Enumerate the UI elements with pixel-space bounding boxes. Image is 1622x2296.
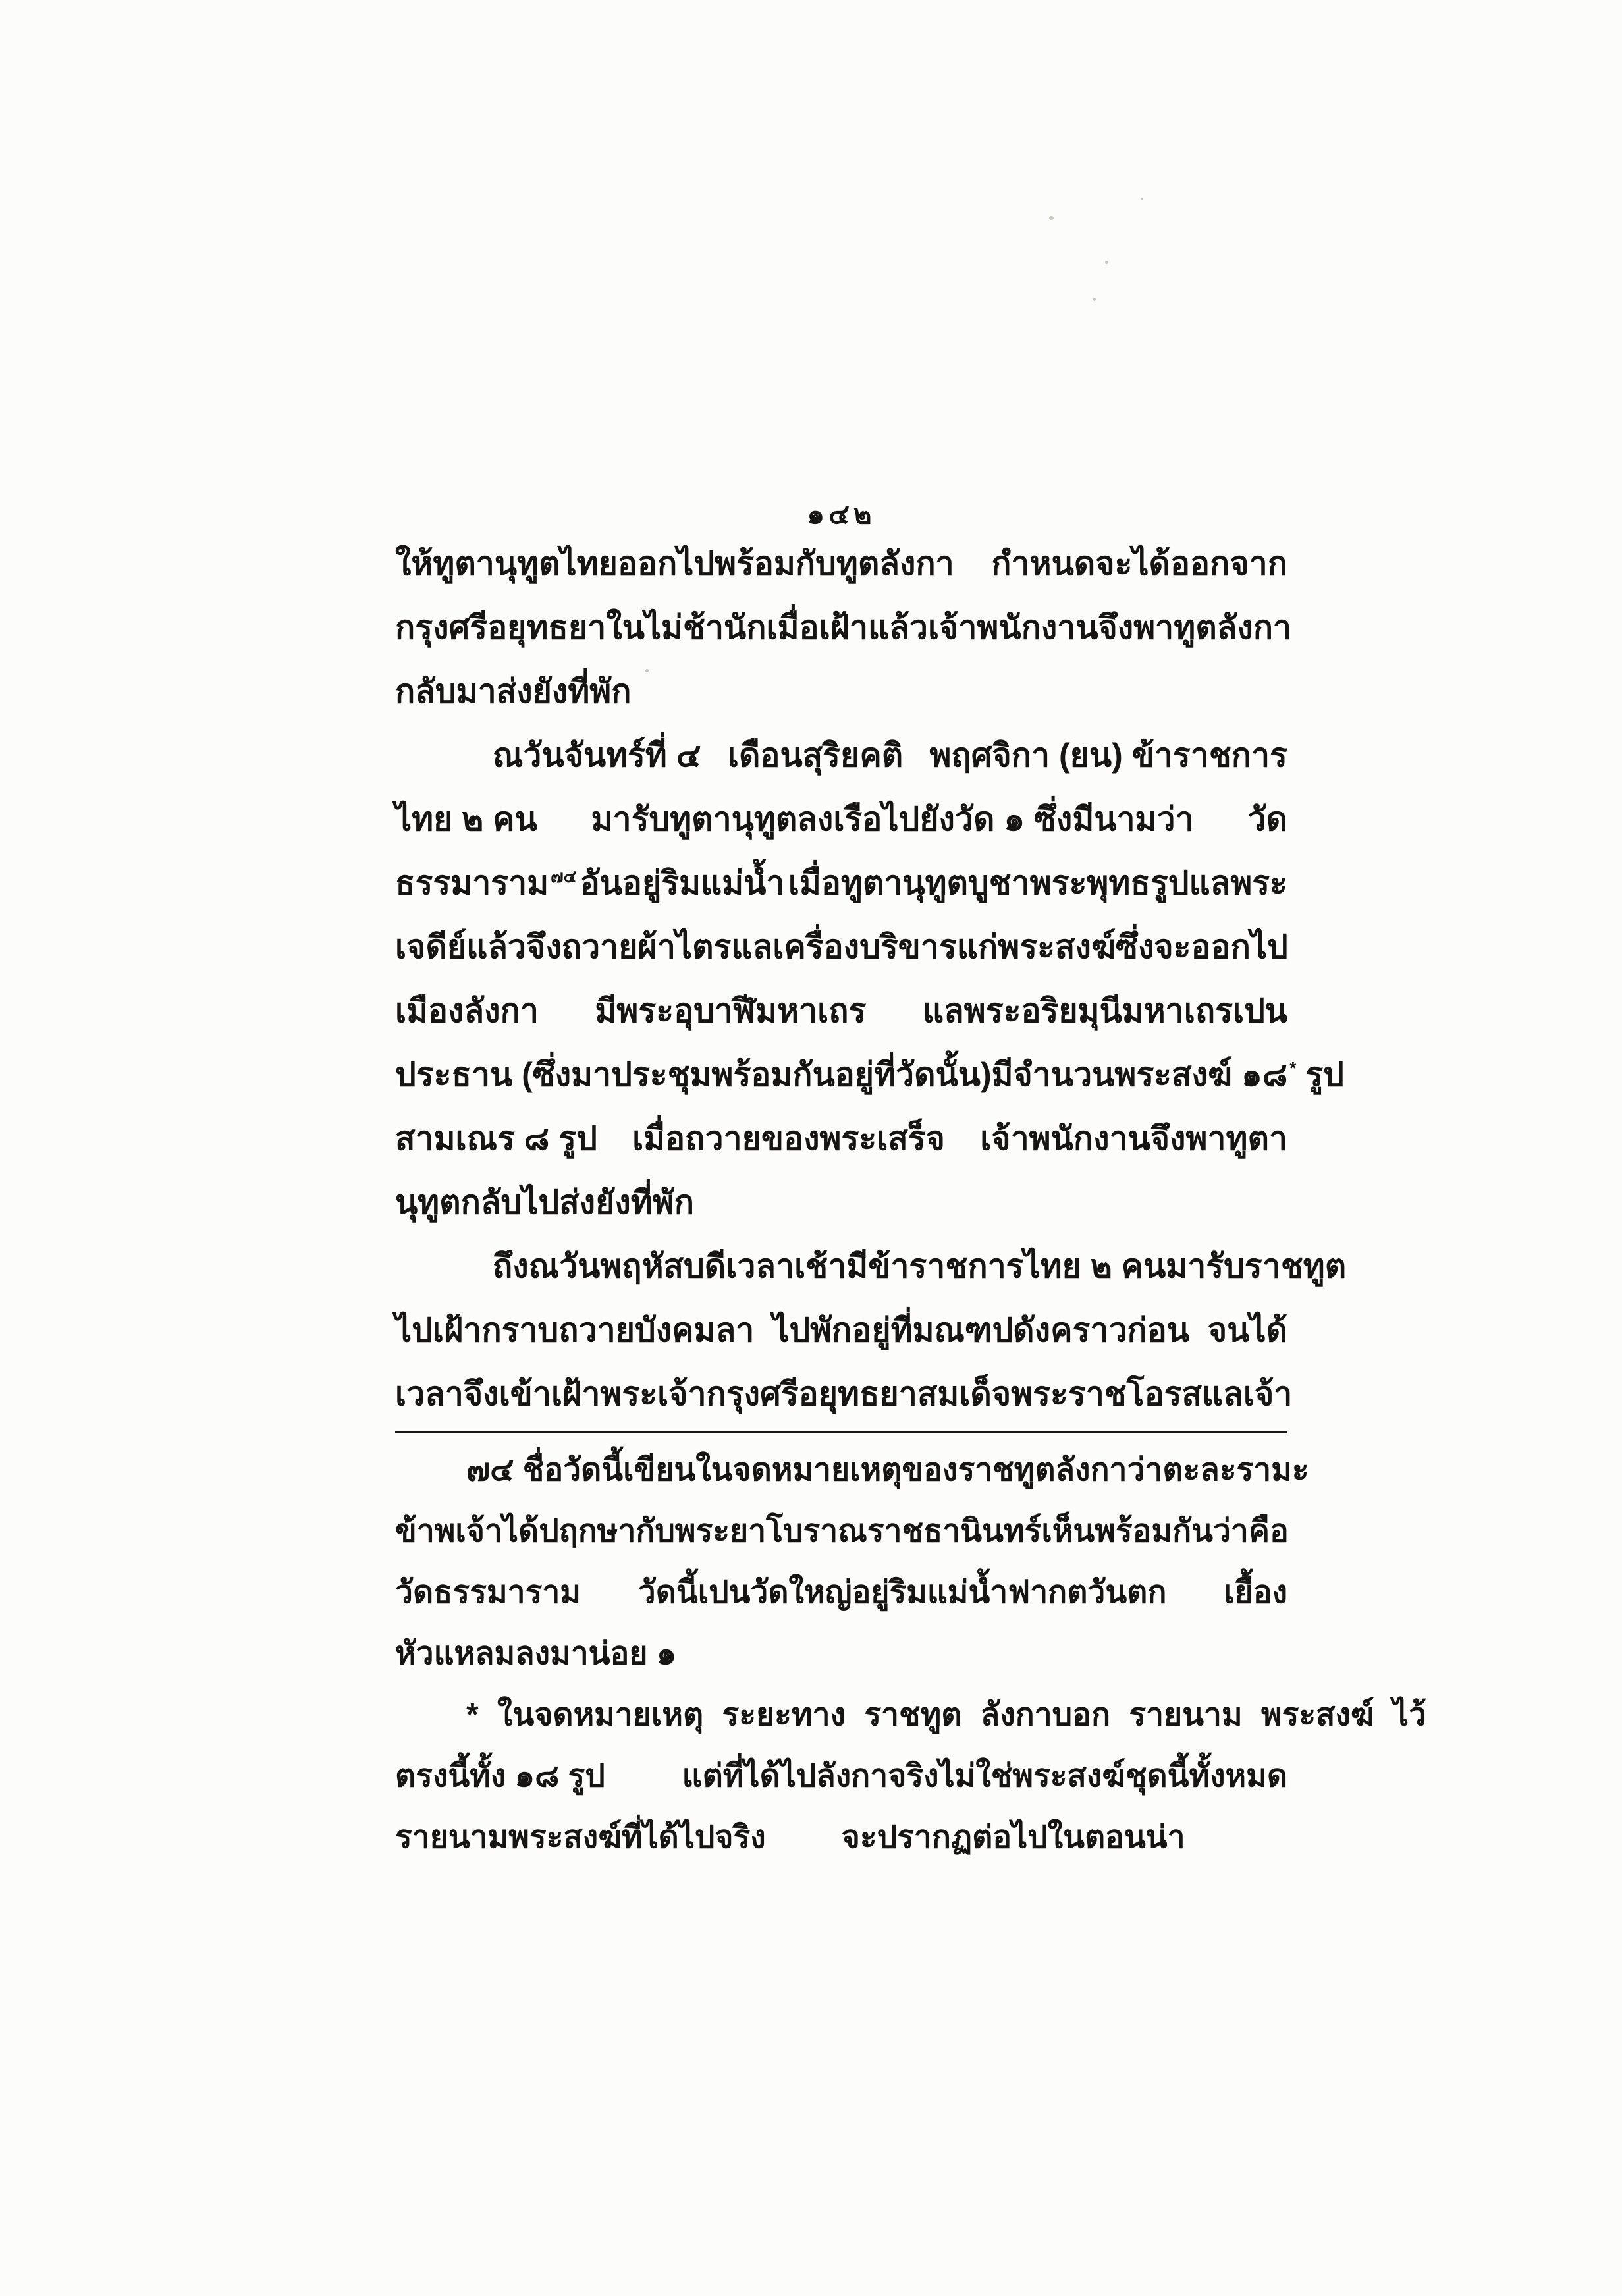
- text-run: สมเด็จพระราชโอรสแลเจ้า: [917, 1375, 1293, 1412]
- text-segment: [1249, 1506, 1289, 1556]
- text-run: ถึงณวันพฤหัสบดีเวลาเช้า: [493, 1248, 847, 1285]
- text-segment: [728, 730, 903, 782]
- text-run: หัวแหลมลงมาน่อย ๑: [395, 1636, 677, 1671]
- scan-speck: [1093, 298, 1096, 301]
- text-line: [395, 1443, 1309, 1504]
- text-segment: [980, 1113, 1287, 1165]
- text-line: [395, 1688, 1426, 1749]
- text-block: [395, 493, 1426, 1871]
- superscript-marker: *: [1289, 1058, 1297, 1079]
- text-run: ข้าพเจ้าได้ปฤกษากับพระยาโบราณราชธานินทร์เห็นพร้อมกันว่า: [395, 1514, 1249, 1549]
- text-line: [395, 1626, 1287, 1688]
- text-line: [395, 1175, 1287, 1239]
- text-run: วัด: [1247, 801, 1287, 838]
- text-segment: [526, 921, 1288, 973]
- text-segment: [1247, 793, 1287, 845]
- text-segment: [595, 985, 866, 1037]
- text-line: [395, 1749, 1287, 1810]
- text-segment: [788, 857, 1287, 909]
- text-segment: [395, 1506, 1249, 1556]
- text-run: แลพระอริยมุนีมหาเถรเปน: [922, 992, 1287, 1029]
- text-run: เจ้าพนักงานจึงพาทูตลังกา: [927, 609, 1292, 646]
- footnote-separator: [395, 1431, 1287, 1433]
- text-segment: [772, 1304, 1189, 1356]
- text-line: [395, 1367, 1293, 1431]
- text-line: [395, 1048, 1344, 1111]
- text-segment: [1208, 1304, 1287, 1356]
- text-line: [395, 1810, 1287, 1871]
- text-run: มีข้าราชการไทย ๒ คนมารับราชทูต: [846, 1248, 1347, 1285]
- text-run: จะปรากฏต่อไปในตอนน่า: [841, 1820, 1185, 1855]
- text-segment: [395, 1567, 581, 1617]
- text-run: เมื่อถวายของพระเสร็จ: [632, 1120, 945, 1157]
- text-run: รูป: [1296, 1056, 1344, 1093]
- text-segment: [395, 857, 576, 909]
- text-run: เดือนสุริยคติ: [727, 737, 904, 774]
- text-segment: [466, 1690, 1426, 1740]
- text-run: เจ้าพนักงานจึงพาทูตา: [980, 1120, 1287, 1157]
- text-segment: [591, 793, 1194, 845]
- text-run: นุทูตกลับไปส่งยังที่พัก: [395, 1184, 694, 1221]
- text-run: ไปเฝ้ากราบถวายบังคมลา: [395, 1312, 755, 1348]
- text-run: เวลาจึงเข้าเฝ้าพระเจ้ากรุงศรีอยุทธยา: [395, 1375, 917, 1412]
- text-line: [395, 792, 1287, 856]
- text-run: มีพระอุบาฬีมหาเถร: [595, 992, 867, 1029]
- text-segment: [682, 1751, 1287, 1801]
- text-segment: [395, 1113, 597, 1165]
- text-segment: [623, 1445, 1309, 1495]
- text-segment: [632, 1113, 945, 1165]
- text-segment: [395, 1049, 992, 1101]
- text-run: * ในจดหมายเหตุ ระยะทาง ราชทูต ลังกาบอก รายนาม พระสงฆ์ ไว้: [466, 1697, 1426, 1732]
- text-line: [395, 856, 1287, 920]
- text-segment: [395, 1628, 676, 1678]
- text-line: [395, 601, 1292, 664]
- scan-speck: [1049, 216, 1054, 220]
- text-run: จึงถวายผ้าไตรแลเครื่องบริขารแก่พระสงฆ์ซึ่งจะออกไป: [526, 928, 1288, 965]
- text-run: มารับทูตานุทูตลงเรือไปยังวัด ๑ ซึ่งมีนามว่า: [591, 801, 1194, 838]
- text-segment: [1224, 1567, 1287, 1617]
- text-segment: [395, 921, 526, 973]
- text-run: เยื้อง: [1224, 1575, 1287, 1610]
- text-run: สามเณร ๘ รูป: [395, 1120, 597, 1157]
- text-line: [395, 1111, 1287, 1175]
- text-segment: [395, 602, 766, 654]
- text-segment: [992, 1049, 1344, 1101]
- text-run: อันอยู่ริมแม่น้ำ: [580, 865, 785, 901]
- body-text: [395, 537, 1347, 1431]
- footnotes: [395, 1443, 1426, 1871]
- scan-speck: [1141, 198, 1143, 200]
- text-run: ณวันจันทร์ที่ ๔: [493, 737, 701, 774]
- text-run: คือ: [1248, 1514, 1289, 1549]
- text-segment: [846, 1241, 1346, 1293]
- text-run: วัดธรรมาราม: [395, 1575, 581, 1610]
- text-run: ๗๔ ชื่อวัดนี้: [466, 1453, 624, 1487]
- text-run: รายนามพระสงฆ์ที่ได้ไปจริง: [395, 1820, 766, 1855]
- text-line: [395, 1504, 1287, 1565]
- text-run: แต่ที่ได้ไปลังกาจริงไม่ใช่พระสงฆ์ชุดนี้ทั้งหมด: [682, 1759, 1287, 1794]
- superscript-marker: ๗๔: [551, 867, 577, 887]
- text-segment: [923, 985, 1287, 1037]
- text-run: กำหนดจะได้ออกจาก: [991, 545, 1287, 582]
- text-segment: [395, 985, 539, 1037]
- text-line: [395, 1565, 1287, 1626]
- text-segment: [928, 602, 1291, 654]
- text-segment: [493, 730, 701, 782]
- text-line: [395, 1303, 1287, 1367]
- text-run: มีจำนวนพระสงฆ์ ๑๘: [991, 1056, 1288, 1093]
- text-run: เมื่อทูตานุทูตบูชาพระพุทธรูปแลพระ: [788, 865, 1287, 901]
- text-segment: [395, 1751, 605, 1801]
- text-segment: [929, 730, 1287, 782]
- text-segment: [395, 1177, 694, 1229]
- text-segment: [395, 1812, 766, 1862]
- text-segment: [395, 666, 632, 718]
- text-segment: [580, 857, 785, 909]
- text-segment: [395, 1368, 917, 1420]
- text-segment: [395, 793, 537, 845]
- text-run: กลับมาส่งยังที่พัก: [395, 673, 632, 710]
- text-run: ประธาน (ซึ่งมาประชุมพร้อมกันอยู่ที่วัดนั้น): [395, 1056, 992, 1093]
- text-run: วัดนี้เปนวัดใหญ่อยู่ริมแม่น้ำฟากตวันตก: [637, 1575, 1167, 1610]
- text-run: เมืองลังกา: [395, 992, 539, 1029]
- text-run: ธรรมาราม: [395, 865, 549, 901]
- text-line: [395, 728, 1287, 792]
- text-line: [395, 1239, 1347, 1303]
- text-segment: [766, 602, 927, 654]
- text-segment: [395, 538, 954, 590]
- text-segment: [638, 1567, 1167, 1617]
- text-run: เจดีย์แล้ว: [395, 928, 527, 965]
- text-segment: [395, 1304, 754, 1356]
- text-run: ให้ทูตานุทูตไทยออกไปพร้อมกับทูตลังกา: [395, 545, 954, 582]
- text-run: ไทย ๒ คน: [395, 801, 537, 838]
- text-run: เขียนในจดหมายเหตุของราชทูตลังกาว่าตะละรามะ: [623, 1453, 1309, 1487]
- text-segment: [493, 1241, 846, 1293]
- page-number: ๑๔๒: [807, 498, 876, 529]
- text-run: ไปพักอยู่ที่มณฑปดังคราวก่อน: [772, 1312, 1189, 1348]
- text-run: ตรงนี้ทั้ง ๑๘ รูป: [395, 1759, 605, 1794]
- text-line: [395, 984, 1287, 1048]
- text-line: [395, 920, 1287, 984]
- text-run: เมื่อเฝ้าแล้ว: [766, 609, 928, 646]
- text-line: [395, 664, 1287, 728]
- text-segment: [917, 1368, 1292, 1420]
- text-run: พฤศจิกา (ยน) ข้าราชการ: [929, 737, 1287, 774]
- text-segment: [466, 1445, 623, 1495]
- text-run: จนได้: [1207, 1312, 1287, 1348]
- text-line: [395, 537, 1287, 601]
- text-segment: [842, 1812, 1185, 1862]
- scan-speck: [1105, 261, 1108, 264]
- text-run: กรุงศรีอยุทธยาในไม่ช้านัก: [395, 609, 767, 646]
- text-segment: [991, 538, 1287, 590]
